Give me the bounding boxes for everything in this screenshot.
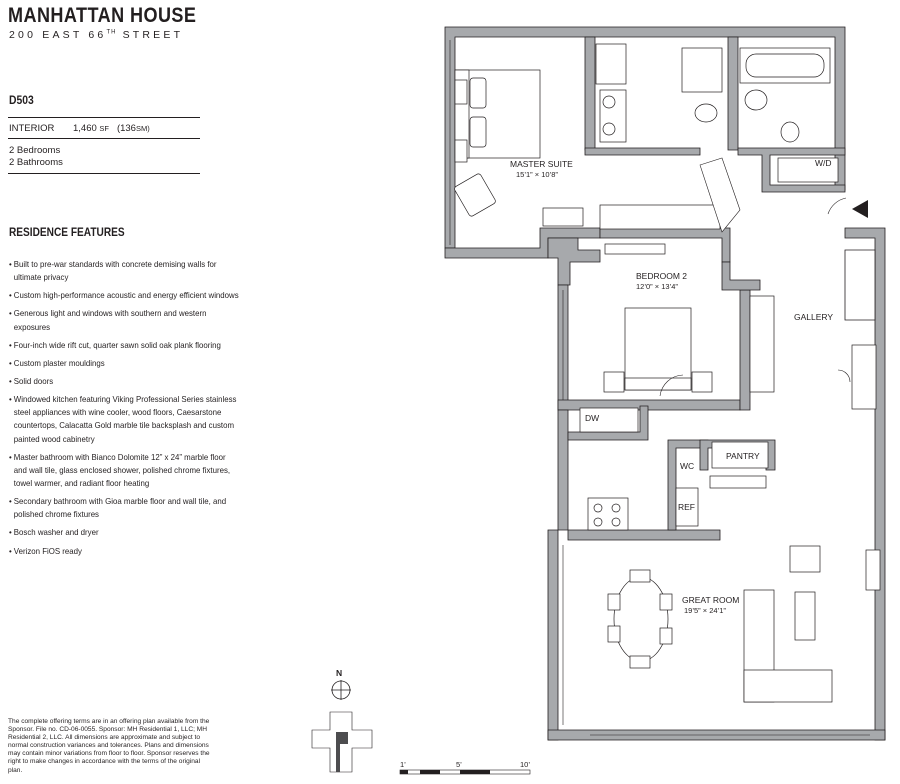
bathroom-count: 2 Bathrooms [9,157,63,168]
sink [603,96,615,108]
entry-door-swing [828,198,846,214]
dining-table [614,577,668,661]
building-name: MANHATTAN HOUSE [8,4,197,27]
dresser [543,208,583,226]
kitchen-west-wall [558,410,568,530]
dining-chair [660,628,672,644]
armchair [454,173,497,217]
dining-chair [630,570,650,582]
address-ordinal: TH [106,29,117,36]
scale-bar [400,760,530,774]
bedroom2-headboard [625,378,691,390]
feature-item: • Custom plaster mouldings [9,357,239,370]
dining-chair [660,594,672,610]
features-title: RESIDENCE FEATURES [9,227,125,239]
bedroom2-dims: 12’0” × 13’4” [636,282,678,291]
bedroom2-closet-east [750,296,774,392]
scale-label: 5’ [456,760,462,769]
feature-item: • Solid doors [9,375,239,388]
tub-basin [746,54,824,77]
nightstand [455,80,467,104]
pillow [470,78,486,108]
sofa-section [744,670,832,702]
compass-icon [331,668,351,700]
nightstand [455,140,467,162]
toilet [695,104,717,122]
feature-item: • Generous light and windows with southern and western exposures [9,307,239,333]
bedroom-count: 2 Bedrooms [9,145,61,156]
dw-label: DW [585,413,600,423]
scale-label: 10’ [520,760,531,769]
gallery-label: GALLERY [794,312,834,322]
sink [603,123,615,135]
pillow [470,117,486,147]
bedroom2-closet [600,205,720,229]
sf-unit: SF [99,124,110,133]
bath-wall-2 [728,37,738,150]
furniture [454,44,880,702]
burner [594,504,602,512]
feature-item: • Custom high-performance acoustic and energy efficient windows [9,289,239,302]
pantry-label: PANTRY [726,451,760,461]
address-end: STREET [116,29,184,41]
lounge-chair [790,546,820,572]
range [588,498,628,530]
sm-unit: SM) [135,124,150,133]
feature-item: • Windowed kitchen featuring Viking Professional Series stainless steel appliances with wine cooler, wood floors, Caesarstone countertops, Calacatta Gold marble tile backsplash and custom painted wood cabinetry [9,393,239,446]
coffee-table [795,592,815,640]
feature-item: • Secondary bathroom with Gioa marble floor and wall tile, and polished chrome fixtures [9,495,239,521]
nightstand [604,372,624,392]
entry-arrow-icon [852,200,868,218]
bedroom2-east-wall [740,290,750,410]
wd-label: W/D [815,158,832,168]
burner [612,518,620,526]
feature-item: • Master bathroom with Bianco Dolomite 12” x 24” marble floor and wall tile, glass enclosed shower, polished chrome fixtures, towel warmer, and radiant floor heating [9,451,239,491]
burner [612,504,620,512]
scale-label: 1’ [400,760,406,769]
unit-code: D503 [9,95,34,107]
gallery-door-swing [838,370,850,382]
toilet-2 [745,90,767,110]
console-table [852,345,876,409]
key-plan-icon [312,712,372,772]
closet-wall [722,262,760,290]
bedroom2-nw-wall [548,238,600,285]
master-suite-dims: 15’1” × 10’8” [516,170,558,179]
bath-wall-3 [585,148,700,155]
feature-item: • Verizon FiOS ready [9,545,239,558]
burner [594,518,602,526]
address-main: 200 EAST 66 [9,29,107,41]
kitchen-south-wall [568,530,720,540]
area-sf: 1,460 [73,123,97,134]
desk [605,244,665,254]
great-room-west-wall [548,530,558,740]
feature-item: • Built to pre-war standards with concrete demising walls for ultimate privacy [9,258,239,284]
wc-label: WC [680,461,695,471]
dining-chair [608,626,620,642]
great-room-dims: 19’5” × 24’1” [684,606,726,615]
side-table [866,550,880,590]
nightstand [692,372,712,392]
interior-label: INTERIOR [9,123,55,134]
ref-label: REF [678,502,695,512]
bench [710,476,766,488]
area-sm: (136 [116,123,136,134]
master-suite-label: MASTER SUITE [510,159,573,169]
bedroom2-label: BEDROOM 2 [636,271,688,281]
dining-chair [630,656,650,668]
legal-disclaimer: The complete offering terms are in an offering plan available from the Sponsor. File no. CD-06-0055. Sponsor: MH Residential 1, LLC; MH Residential 2, LLC. All dimensions are approximate and subject to normal construction variances and tolerances. Plans and dimensions may contain minor variations from floor to floor. Sponsor reserves the right to make changes in accordance with the terms of the original plan. [8,718,210,774]
sink-2 [781,122,799,142]
shower [682,48,722,92]
feature-item: • Bosch washer and dryer [9,526,239,539]
great-room-label: GREAT ROOM [682,595,740,605]
compass-north: N [336,668,343,678]
bath-wall-1 [585,37,595,150]
dining-chair [608,594,620,610]
feature-item: • Four-inch wide rift cut, quarter sawn solid oak plank flooring [9,339,239,352]
linen-closet [596,44,626,84]
closet-east [845,250,875,320]
